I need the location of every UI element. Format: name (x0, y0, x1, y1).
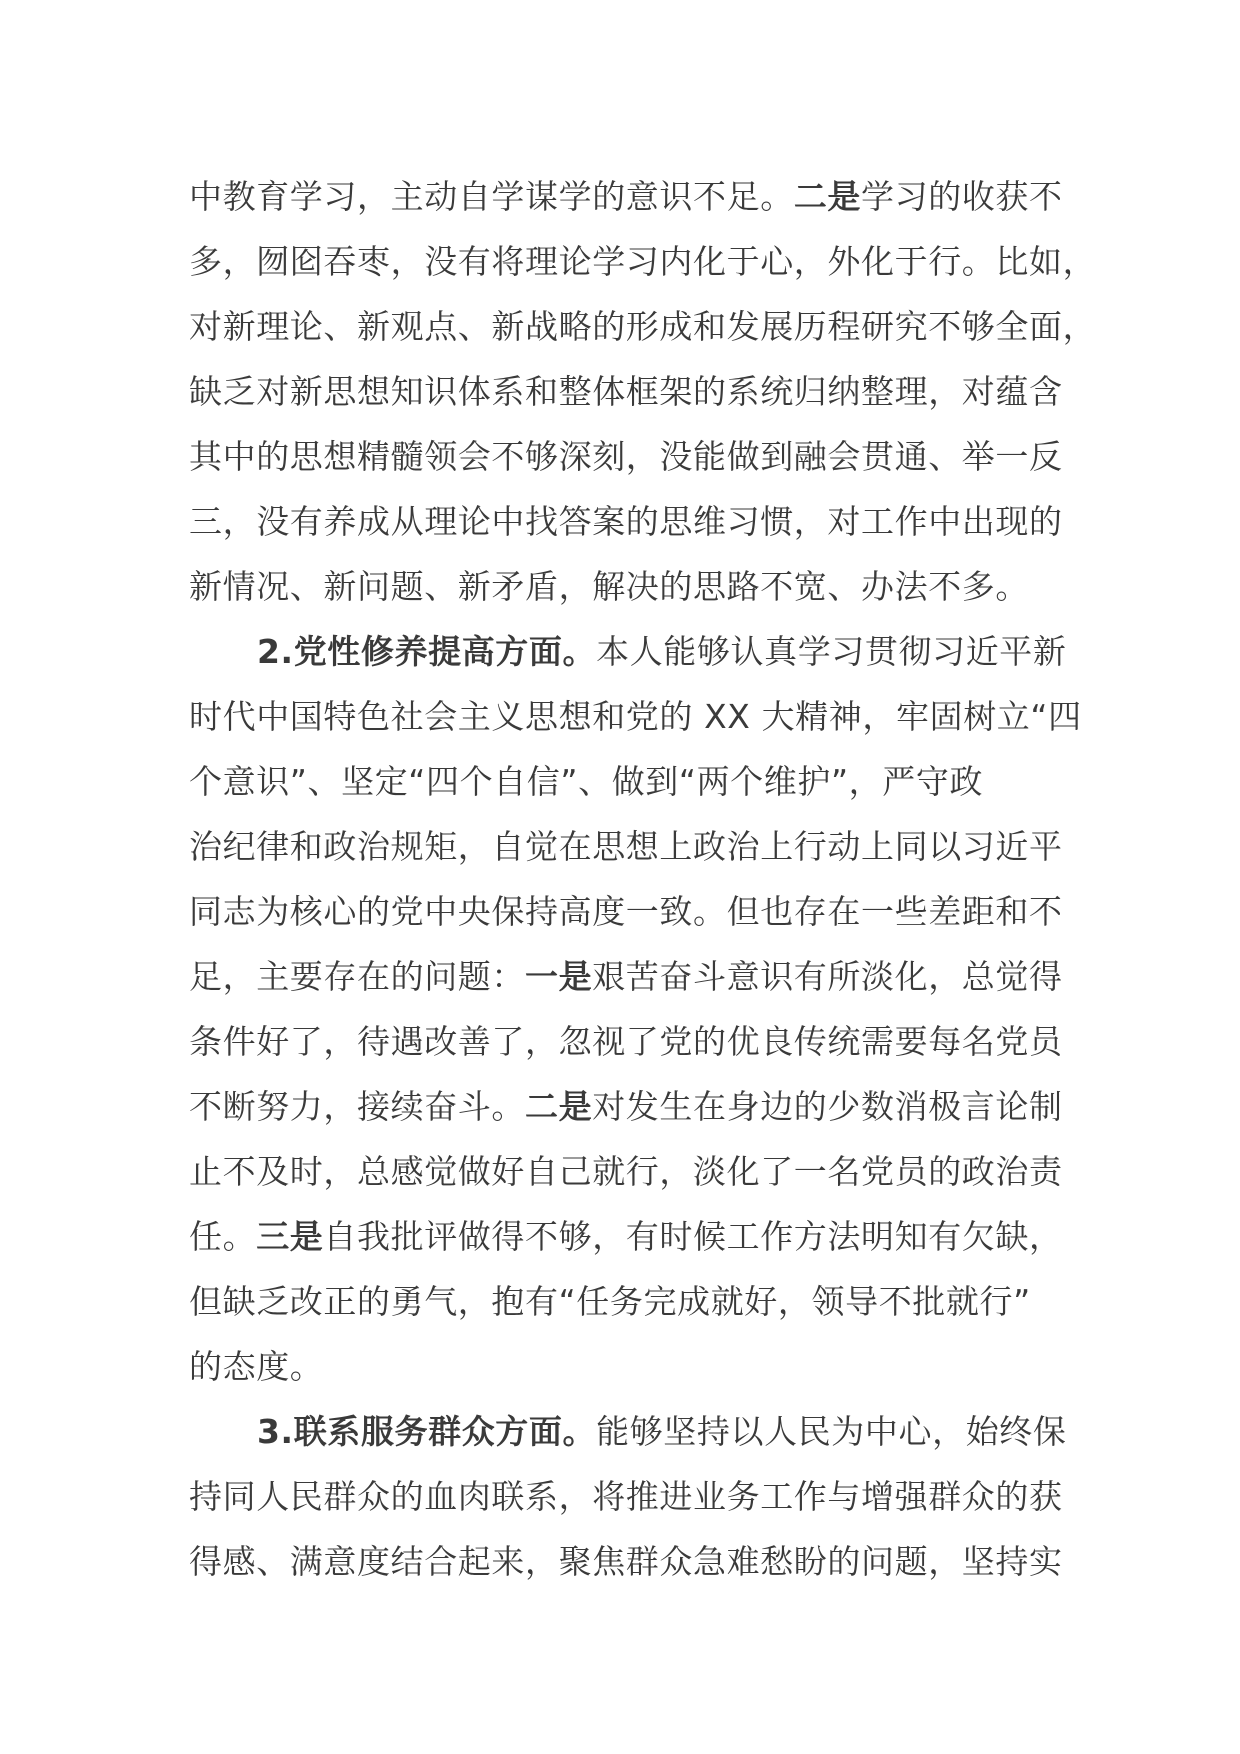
text-line (189, 944, 1069, 1009)
bold-text-run: 2.党性修养提高方面。 (257, 632, 597, 671)
text-line (189, 814, 1069, 879)
text-run: 持同人民群众的血肉联系，将推进业务工作与增强群众的获 (189, 1477, 1063, 1516)
text-line (189, 359, 1069, 424)
text-run: 同志为核心的党中央保持高度一致。但也存在一些差距和不 (189, 892, 1063, 931)
text-line (189, 1074, 1069, 1139)
text-run: 任。 (189, 1217, 257, 1256)
bold-text-run: 二是 (525, 1087, 593, 1126)
text-line (189, 1529, 1069, 1594)
text-run: 个意识”、坚定“四个自信”、做到“两个维护”，严守政 (189, 762, 984, 801)
text-run: 治纪律和政治规矩，自觉在思想上政治上行动上同以习近平 (189, 827, 1063, 866)
text-line (189, 1464, 1069, 1529)
text-run: 其中的思想精髓领会不够深刻，没能做到融会贯通、举一反 (189, 437, 1063, 476)
text-line (189, 1009, 1069, 1074)
text-run: 不断努力，接续奋斗。 (189, 1087, 525, 1126)
paragraph-serving-masses (189, 1399, 1069, 1594)
text-line (189, 879, 1069, 944)
paragraph-party-cultivation (189, 619, 1082, 1399)
document-page (189, 164, 1097, 1594)
text-line (189, 1334, 1069, 1399)
text-line (189, 1399, 1069, 1464)
text-run: 止不及时，总感觉做好自己就行，淡化了一名党员的政治责 (189, 1152, 1063, 1191)
text-run: 艰苦奋斗意识有所淡化，总觉得 (592, 957, 1063, 996)
text-run: 自我批评做得不够，有时候工作方法明知有欠缺， (323, 1217, 1063, 1256)
bold-text-run: 三是 (256, 1217, 324, 1256)
text-line (189, 749, 1069, 814)
text-line (189, 554, 1069, 619)
text-run: 本人能够认真学习贯彻习近平新 (596, 632, 1067, 671)
text-line (189, 229, 1097, 294)
text-run: 但缺乏改正的勇气，抱有“任务完成就好，领导不批就行” (189, 1282, 1031, 1321)
text-run: 条件好了，待遇改善了，忽视了党的优良传统需要每名党员 (189, 1022, 1063, 1061)
text-run: 学习的收获不 (861, 177, 1063, 216)
text-run: 的态度。 (189, 1347, 324, 1386)
text-run: 足，主要存在的问题： (189, 957, 525, 996)
text-line (189, 619, 1069, 684)
text-line (189, 164, 1069, 229)
text-run: 得感、满意度结合起来，聚焦群众急难愁盼的问题，坚持实 (189, 1542, 1063, 1581)
bold-text-run: 3.联系服务群众方面。 (257, 1412, 597, 1451)
paragraph-study-shortcomings (189, 164, 1097, 619)
text-run: 新情况、新问题、新矛盾，解决的思路不宽、办法不多。 (189, 567, 1029, 606)
text-run: 对发生在身边的少数消极言论制 (592, 1087, 1063, 1126)
text-run: 时代中国特色社会主义思想和党的 XX 大精神，牢固树立“四 (189, 697, 1082, 736)
text-run: 多，囫囵吞枣，没有将理论学习内化于心，外化于行。比如， (189, 242, 1097, 281)
text-line (189, 684, 1082, 749)
text-run: 三，没有养成从理论中找答案的思维习惯，对工作中出现的 (189, 502, 1063, 541)
bold-text-run: 二是 (793, 177, 862, 216)
text-run: 能够坚持以人民为中心，始终保 (596, 1412, 1067, 1451)
text-line (189, 1204, 1069, 1269)
text-line (189, 294, 1097, 359)
text-run: 对新理论、新观点、新战略的形成和发展历程研究不够全面， (189, 307, 1097, 346)
text-line (189, 424, 1069, 489)
bold-text-run: 一是 (525, 957, 593, 996)
text-line (189, 489, 1069, 554)
text-line (189, 1139, 1069, 1204)
text-run: 中教育学习，主动自学谋学的意识不足。 (189, 177, 794, 216)
text-run: 缺乏对新思想知识体系和整体框架的系统归纳整理，对蕴含 (189, 372, 1063, 411)
text-line (189, 1269, 1069, 1334)
